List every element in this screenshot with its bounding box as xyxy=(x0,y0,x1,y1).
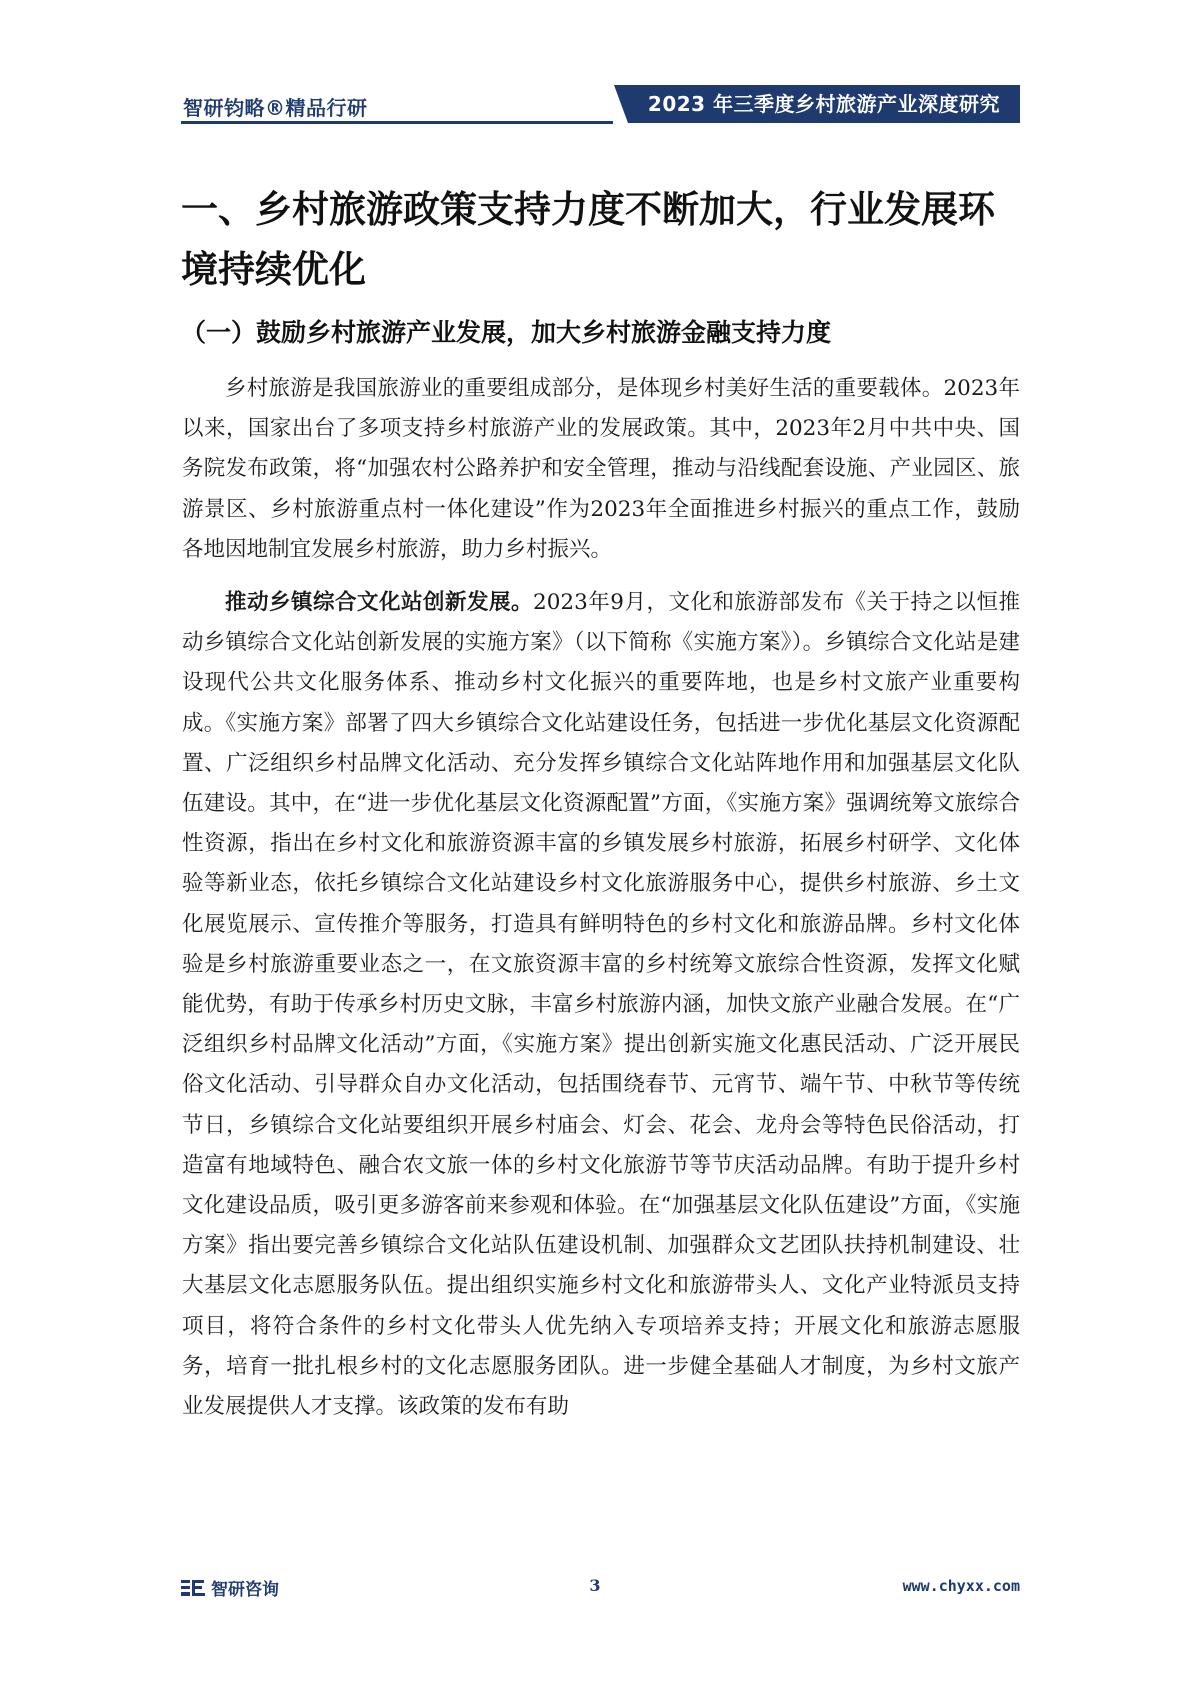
body-text xyxy=(182,369,1020,1440)
brand-logo-icon xyxy=(181,1578,205,1598)
header-divider xyxy=(181,121,613,124)
footer-logo xyxy=(181,1575,279,1600)
paragraph-1: 乡村旅游是我国旅游业的重要组成部分，是体现乡村美好生活的重要载体。2023年以来，国家出台了多项支持乡村旅游产业的发展政策。其中，2023年2月中共中央、国务院发布政策，将“加强农村公路养护和安全管理，推动与沿线配套设施、产业园区、旅游景区、乡村旅游重点村一体化建设”作为2023年全面推进乡村振兴的重点工作，鼓励各地因地制宜发展乡村旅游，助力乡村振兴。 xyxy=(182,376,1020,562)
header-right-title: 2023 年三季度乡村旅游产业深度研究 xyxy=(628,85,1020,123)
subsection-title: （一）鼓励乡村旅游产业发展，加大乡村旅游金融支持力度 xyxy=(181,318,832,347)
section-title: 一、乡村旅游政策支持力度不断加大，行业发展环境持续优化 xyxy=(181,188,995,291)
paragraph-2 xyxy=(182,583,1020,1427)
paragraph-2-body: 2023年9月，文化和旅游部发布《关于持之以恒推动乡镇综合文化站创新发展的实施方案》（以下简称《实施方案》）。乡镇综合文化站是建设现代公共文化服务体系、推动乡村文化振兴的重要阵地，也是乡村文旅产业重要构成。《实施方案》部署了四大乡镇综合文化站建设任务，包括进一步优化基层文化资源配置、广泛组织乡村品牌文化活动、充分发挥乡镇综合文化站阵地作用和加强基层文化队伍建设。其中，在“进一步优化基层文化资源配置”方面，《实施方案》强调统筹文旅综合性资源，指出在乡村文化和旅游资源丰富的乡镇发展乡村旅游，拓展乡村研学、文化体验等新业态，依托乡镇综合文化站建设乡村文化旅游服务中心，提供乡村旅游、乡土文化展览展示、宣传推介等服务，打造具有鲜明特色的乡村文化和旅游品牌。乡村文化体验是乡村旅游重要业态之一，在文旅资源丰富的乡村统筹文旅综合性资源，发挥文化赋能优势，有助于传承乡村历史文脉，丰富乡村旅游内涵，加快文旅产业融合发展。在“广泛组织乡村品牌文化活动”方面，《实施方案》提出创新实施文化惠民活动、广泛开展民俗文化活动、引导群众自办文化活动，包括围绕春节、元宵节、端午节、中秋节等传统节日，乡镇综合文化站要组织开展乡村庙会、灯会、花会、龙舟会等特色民俗活动，打造富有地域特色、融合农文旅一体的乡村文化旅游节等节庆活动品牌。有助于提升乡村文化建设品质，吸引更多游客前来参观和体验。在“加强基层文化队伍建设”方面，《实施方案》指出要完善乡镇综合文化站队伍建设机制、加强群众文艺团队扶持机制建设、壮大基层文化志愿服务队伍。提出组织实施乡村文化和旅游带头人、文化产业特派员支持项目，将符合条件的乡村文化带头人优先纳入专项培养支持；开展文化和旅游志愿服务，培育一批扎根乡村的文化志愿服务团队。进一步健全基础人才制度，为乡村文旅产业发展提供人才支撑。该政策的发布有助 xyxy=(182,590,1020,1420)
footer-url[interactable]: www.chyxx.com xyxy=(902,1577,1020,1595)
footer-brand: 智研咨询 xyxy=(211,1580,279,1600)
page-number: 3 xyxy=(589,1576,601,1595)
paragraph-2-lead: 推动乡镇综合文化站创新发展。 xyxy=(225,590,534,616)
header-left-title: 智研钧略®精品行研 xyxy=(183,96,368,120)
